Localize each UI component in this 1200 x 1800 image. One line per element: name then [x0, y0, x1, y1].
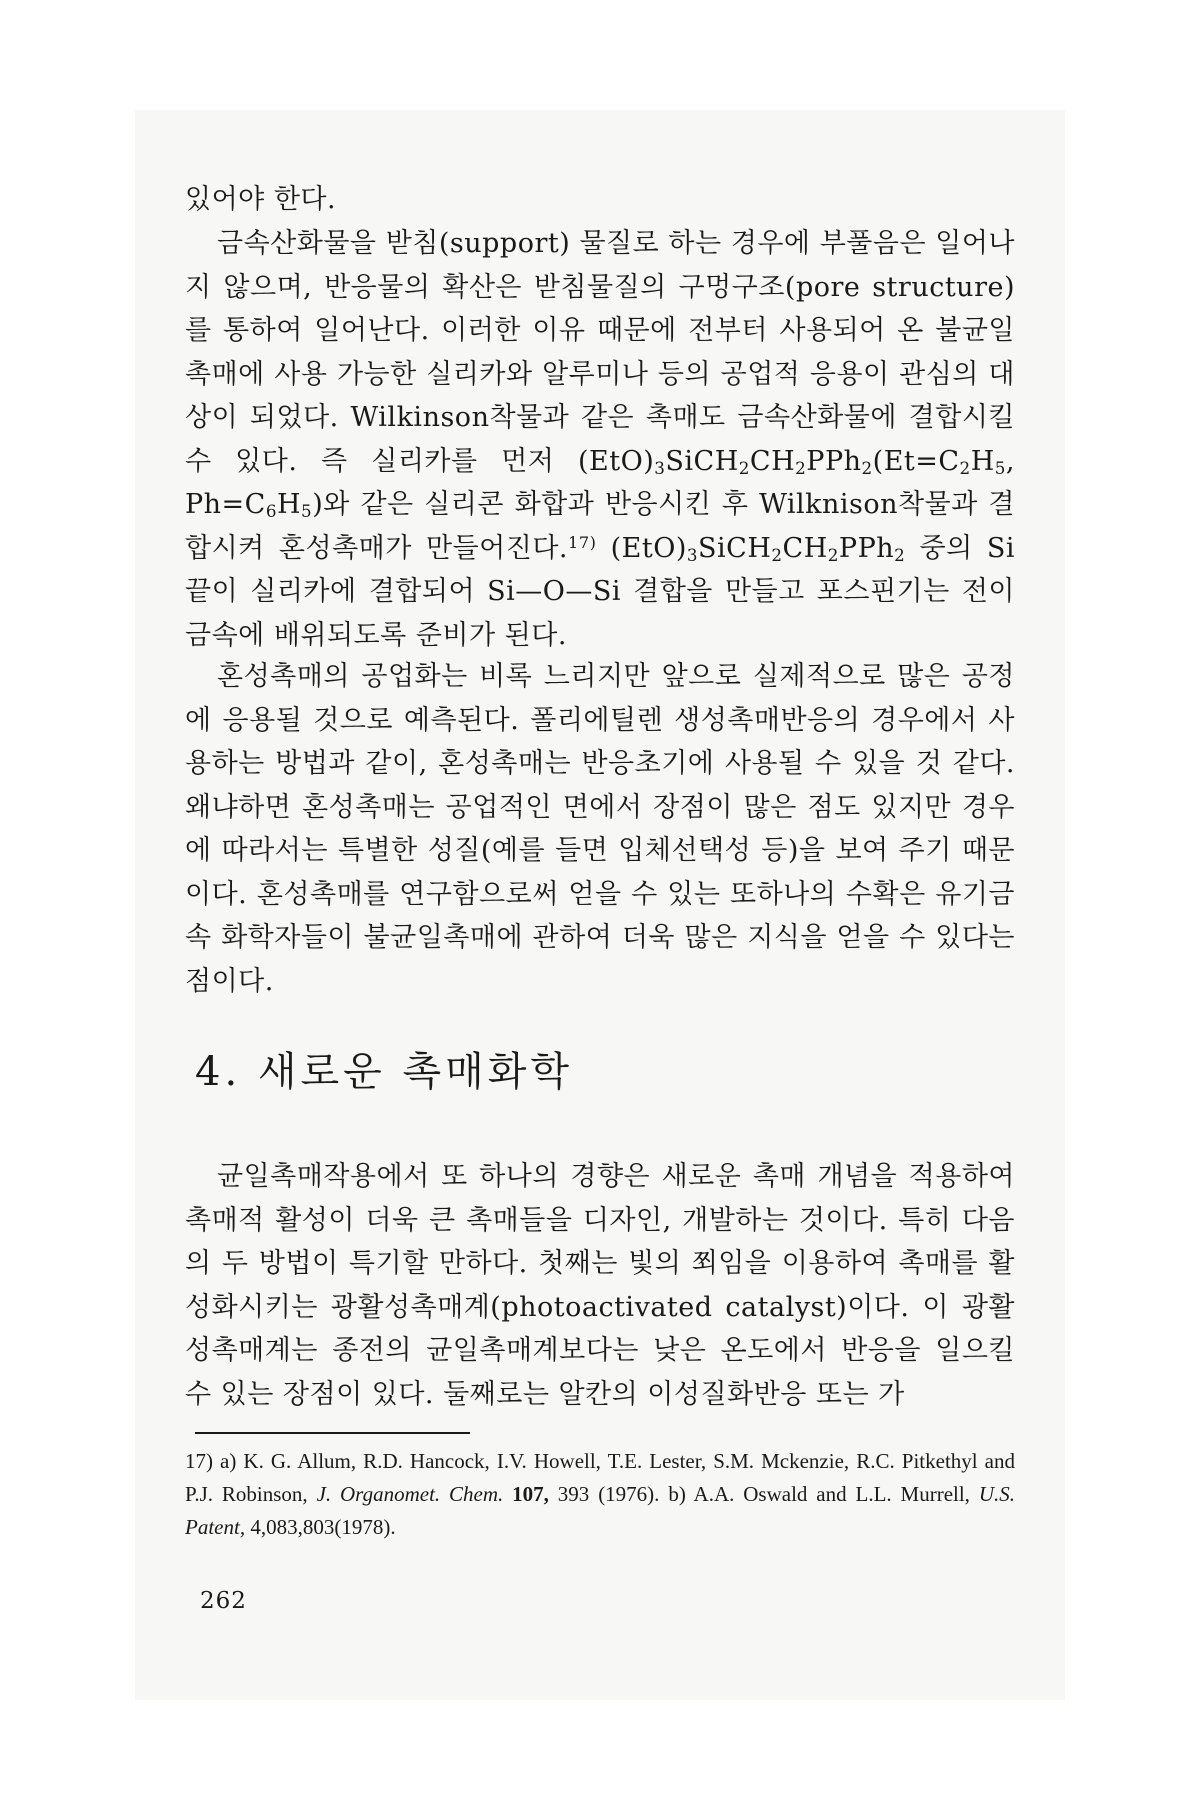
subscript: 2 [894, 544, 906, 565]
subscript: 6 [265, 501, 277, 522]
subscript: 2 [827, 544, 839, 565]
subscript: 2 [771, 544, 783, 565]
footnote-journal: J. Organomet. Chem. [316, 1482, 504, 1506]
footnote-divider [195, 1432, 470, 1434]
subscript: 2 [795, 457, 807, 478]
subscript: 3 [686, 544, 699, 565]
footnote-patent: U.S. Patent, [185, 1482, 1015, 1539]
subscript: 5 [301, 501, 313, 522]
footnote-volume: 107, [503, 1482, 549, 1506]
subscript: 2 [959, 457, 971, 478]
subscript: 2 [861, 457, 873, 478]
paragraph-hybrid-catalyst-industry: 혼성촉매의 공업화는 비록 느리지만 앞으로 실제적으로 많은 공정에 응용될 것으로 예측된다. 폴리에틸렌 생성촉매반응의 경우에서 사용하는 방법과 같이, 혼성촉매는 반응초기에 사용될 수 있을 것 같다. 왜냐하면 혼성촉매는 공업적인 면에서 장점이 많은 점도 있지만 경우에 따라서는 특별한 성질(예를 들면 입체선택성 등)을 보여 주기 때문이다. 혼성촉매를 연구함으로써 얻을 수 있는 또하나의 수확은 유기금속 화학자들이 불균일촉매에 관하여 더욱 많은 지식을 얻을 수 있다는 점이다. [185, 661, 1015, 997]
citation-superscript: 17) [568, 532, 597, 552]
section-heading: 4. 새로운 촉매화학 [195, 1049, 574, 1095]
subscript: 3 [654, 457, 666, 478]
footnote-part-a: 17) a) K. G. Allum, R.D. Hancock, I.V. Howell, T.E. Lester, S.M. Mckenzie, R.C. Pitkethyl and P.J. Robinson, [185, 1449, 1015, 1506]
subscript: 5 [994, 457, 1006, 478]
paragraph-continued: 있어야 한다. [185, 184, 337, 215]
subscript: 2 [738, 457, 750, 478]
footnote-part-b-rest: 4,083,803(1978). [245, 1515, 396, 1539]
footnote-part-a-rest: 393 (1976). b) A.A. Oswald and L.L. Murrell, [548, 1482, 979, 1506]
paragraph-new-catalysis: 균일촉매작용에서 또 하나의 경향은 새로운 촉매 개념을 적용하여 촉매적 활성이 더욱 큰 촉매들을 디자인, 개발하는 것이다. 특히 다음의 두 방법이 특기할 만하다. 첫째는 빛의 쬐임을 이용하여 촉매를 활성화시키는 광활성촉매계(photoactivated catalyst)이다. 이 광활성촉매계는 종전의 균일촉매계보다는 낮은 온도에서 반응을 일으킬 수 있는 장점이 있다. 둘째로는 알칸의 이성질화반응 또는 가 [185, 1161, 1015, 1410]
paragraph-support-catalyst: 금속산화물을 받침(support) 물질로 하는 경우에 부풀음은 일어나지 않으며, 반응물의 확산은 받침물질의 구멍구조(pore structure)를 통하여 일어난다. 이러한 이유 때문에 전부터 사용되어 온 불균일촉매에 사용 가능한 실리카와 알루미나 등의 공업적 응용이 관심의 대상이 되었다. Wilkinson착물과 같은 촉매도 금속산화물에 결합시킬 수 있다. 즉 실리카를 먼저 $(EtO)_3SiCH_2CH_2PPh_2(Et=C_2H_5$, $Ph=C_6H_5$)와 같은 실리콘 화합과 반응시킨 후 Wilknison착물과 결합시켜 혼성촉매가 만들어진다.$^{17)}$ $(EtO)_3SiCH_2CH_2PPh_2$ 중의 Si끝이 실리카에 결합되어 Si—O—Si 결합을 만들고 포스핀기는 전이금속에 배위되도록 준비가 된다. [185, 228, 1015, 651]
page-number: 262 [200, 1588, 247, 1614]
footnote-17 [185, 1445, 1015, 1544]
